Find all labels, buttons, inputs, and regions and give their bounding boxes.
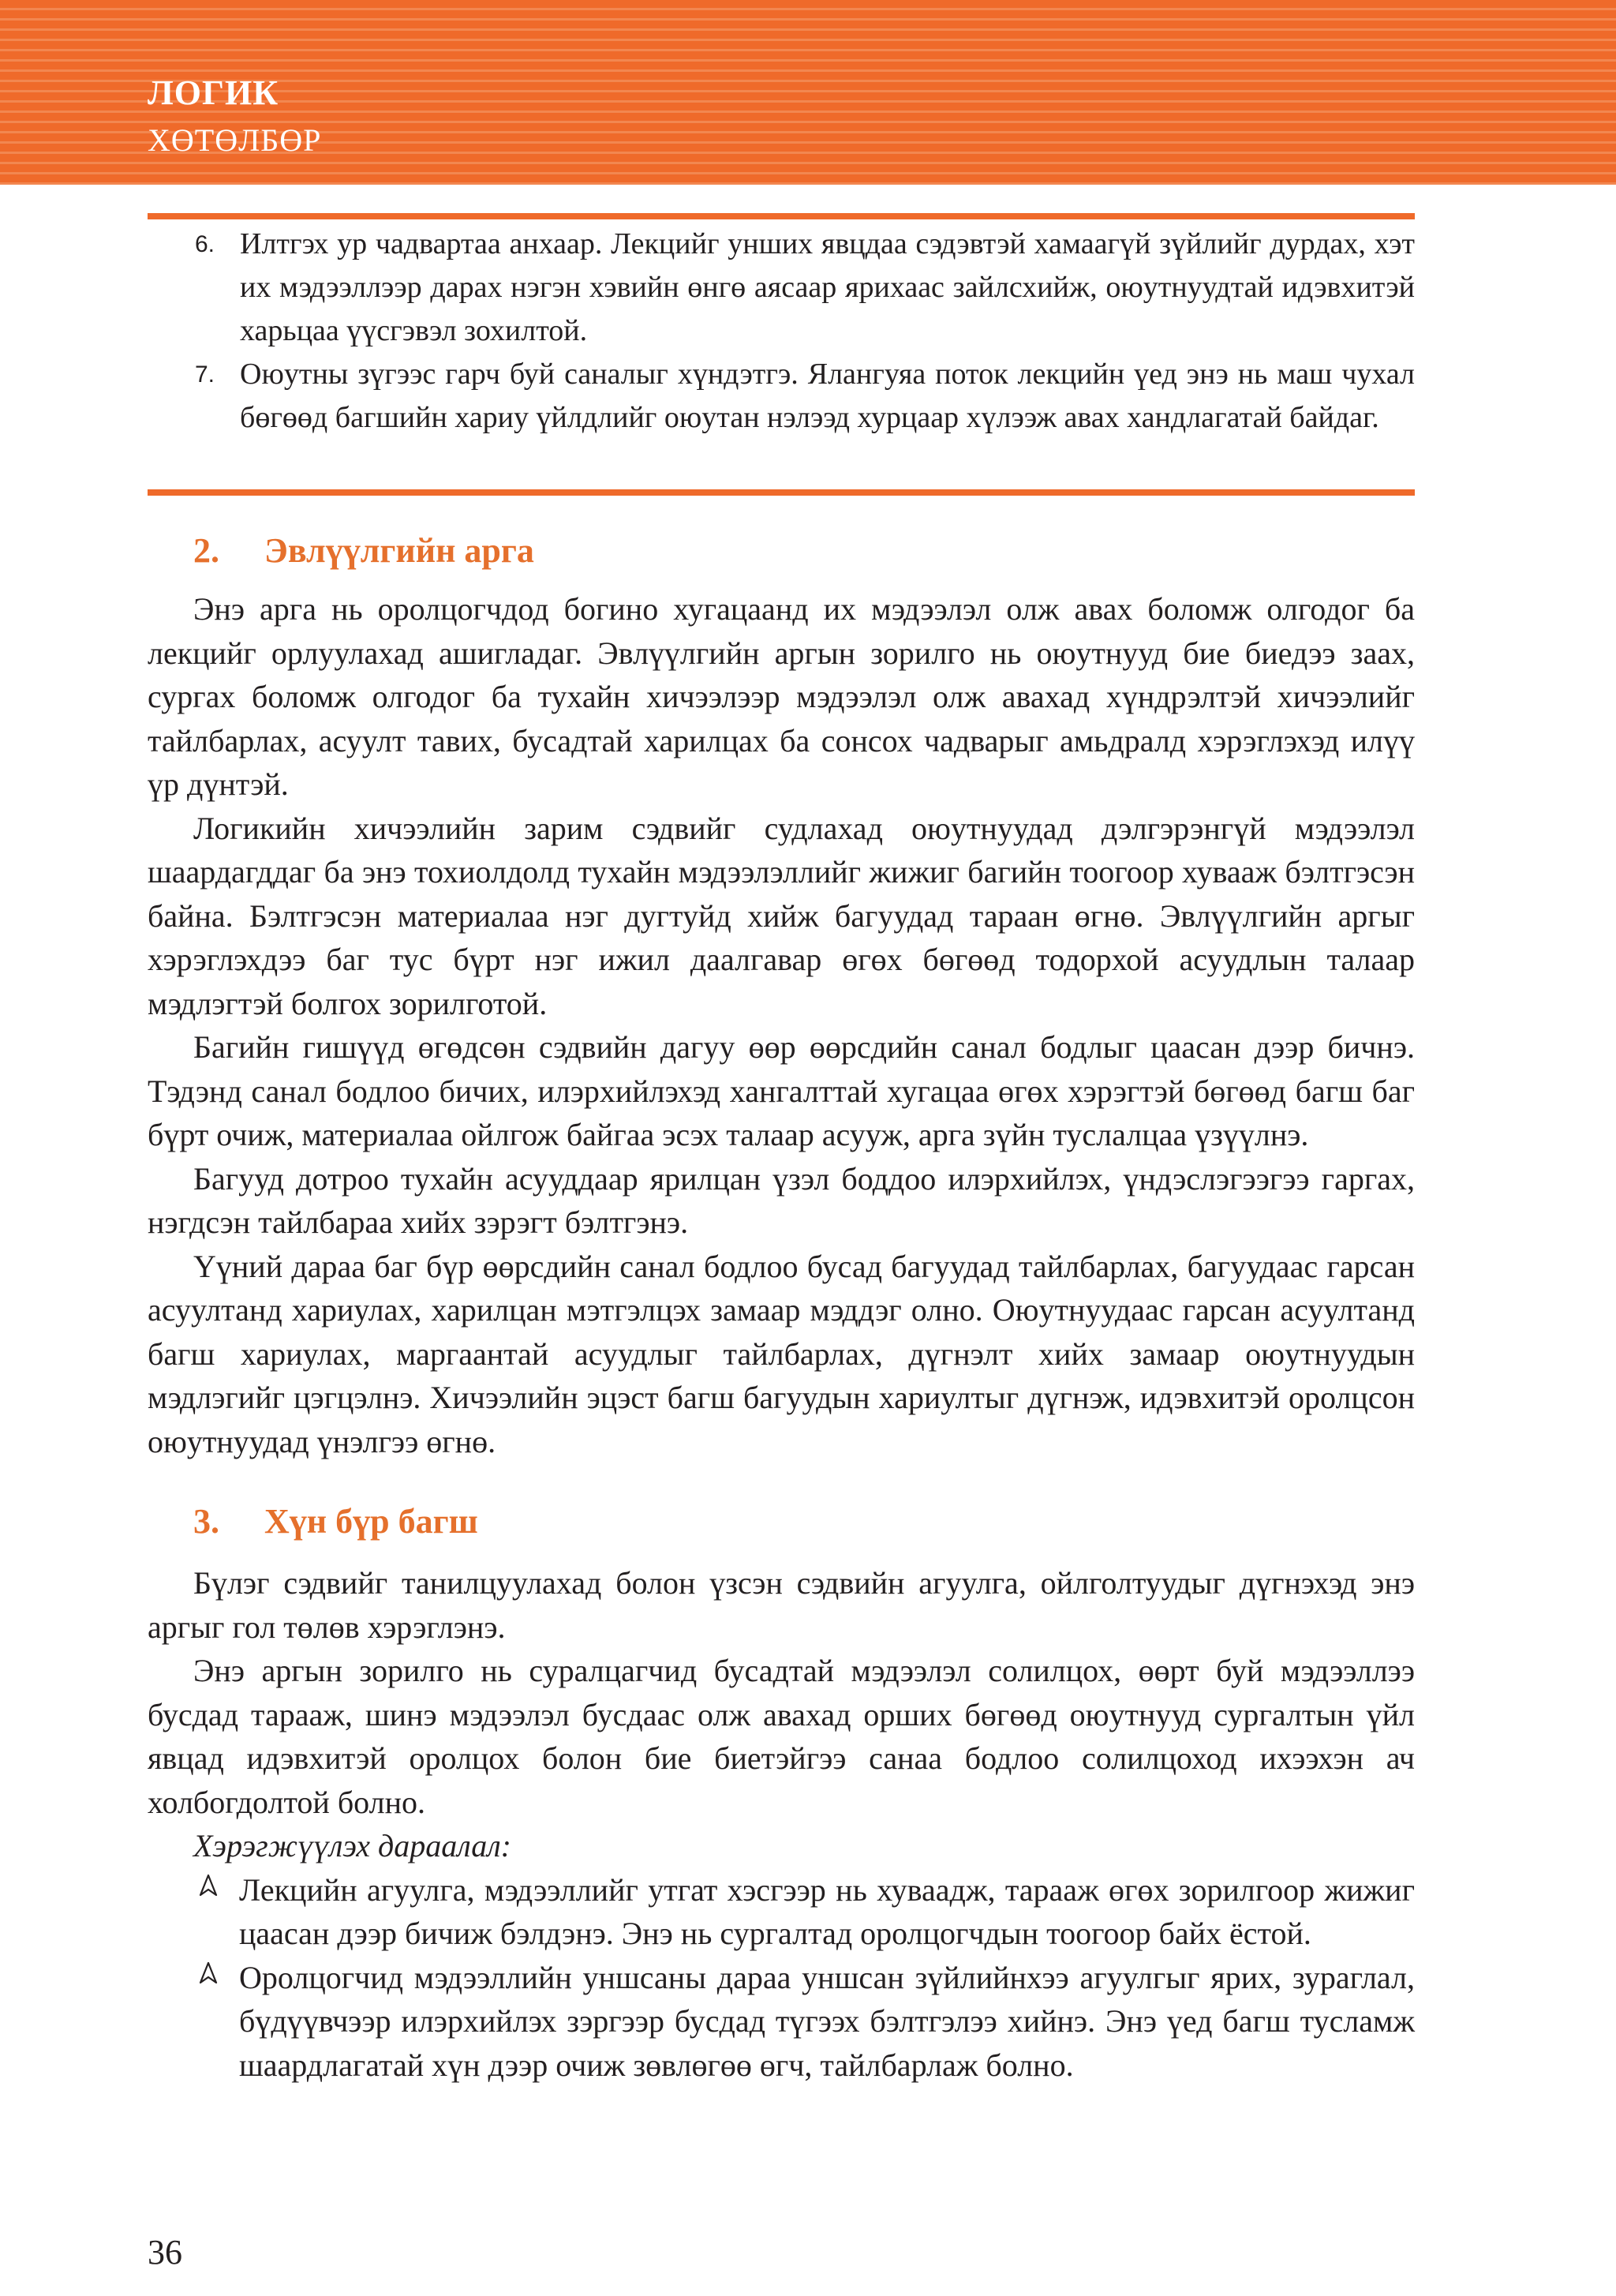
paragraph — [148, 807, 1415, 1026]
box-top-rule — [148, 213, 1415, 219]
section-title: Эвлүүлгийн арга — [264, 531, 534, 570]
section-title: Хүн бүр багш — [264, 1502, 478, 1541]
page-number: 36 — [148, 2233, 182, 2272]
tips-box — [148, 223, 1415, 440]
header-title: ЛОГИК — [148, 73, 279, 112]
section-heading — [193, 531, 534, 570]
list-item-number: 6. — [195, 231, 215, 257]
section-3-body — [148, 1561, 1415, 2087]
paragraph — [148, 1561, 1415, 1649]
list-item-number: 7. — [195, 361, 215, 388]
paragraph — [148, 1649, 1415, 1824]
section-number: 2. — [193, 531, 219, 570]
list-item-text: Илтгэх ур чадвартаа анхаар. Лекцийг унших явцдаа сэдэвтэй хамаагүй зүйлийг дурдах, хэт их мэдээллээр дарах нэгэн хэвийн өнгө аясаар ярихаас зайлсхийж, оюутнуудтай идэвхитэй харьцаа үүсгэвэл зохилтой. — [240, 227, 1415, 347]
paragraph-text: Логикийн хичээлийн зарим сэдвийг судлахад оюутнуудад дэлгэрэнгүй мэдээлэл шаардагддаг ба энэ тохиолдолд тухайн мэдээлэллийг жижиг багийн тоогоор хувааж бэлтгэсэн байна. Бэлтгэсэн материалаа нэг дугтуйд хийж багуудад тараан өгнө. Эвлүүлгийн аргыг хэрэглэхдээ баг тус бүрт нэг ижил даалгавар өгөх бөгөөд тодорхой асуудлын талаар мэдлэгтэй болгох зорилготой. — [148, 810, 1415, 1021]
header-subtitle: ХӨТӨЛБӨР — [148, 122, 322, 158]
list-item — [148, 353, 1415, 440]
paragraph-text: Багийн гишүүд өгөдсөн сэдвийн дагуу өөр өөрсдийн санал бодлыг цаасан дээр бичнэ. Тэдэнд санал бодлоо бичих, илэрхийлэхэд хангалттай хугацаа өгөх хэрэгтэй бөгөөд багш баг бүрт очиж, материалаа ойлгож байгаа эсэх талаар асууж, арга зүйн туслалцаа үзүүлнэ. — [148, 1029, 1415, 1152]
list-item — [148, 223, 1415, 353]
arrowhead-bullet-icon — [196, 1874, 220, 1897]
list-item — [193, 1956, 1415, 2088]
steps-label: Хэрэгжүүлэх дараалал: — [193, 1828, 511, 1863]
paragraph — [148, 1157, 1415, 1245]
section-heading — [193, 1504, 478, 1539]
list-item — [193, 1868, 1415, 1956]
paragraph-text: Бүлэг сэдвийг танилцуулахад болон үзсэн сэдвийн агуулга, ойлголтуудыг дүгнэхэд энэ аргыг гол төлөв хэрэглэнэ. — [148, 1565, 1415, 1645]
list-item-text: Оюутны зүгээс гарч буй саналыг хүндэтгэ. Ялангуяа поток лекцийн үед энэ нь маш чухал бөгөөд багшийн хариу үйлдлийг оюутан нэлээд хурцаар хүлээж авах хандлагатай байдаг. — [240, 358, 1415, 434]
section-2-body — [148, 587, 1415, 1463]
paragraph-text: Үүний дараа баг бүр өөрсдийн санал бодлоо бусад багуудад тайлбарлах, багуудаас гарсан асуултанд хариулах, харилцан мэтгэлцэх замаар мэддэг олно. Оюутнуудаас гарсан асуултанд багш хариулах, маргаантай асуудлыг тайлбарлах, дүгнэлт хийх замаар оюутнуудын мэдлэгийг цэгцэлнэ. Хичээлийн эцэст багш багуудын хариултыг дүгнэж, идэвхитэй оролцсон оюутнуудад үнэлгээ өгнө. — [148, 1248, 1415, 1459]
paragraph — [148, 1245, 1415, 1464]
box-bottom-rule — [148, 489, 1415, 496]
bullet-text: Оролцогчид мэдээллийн уншсаны дараа уншсан зүйлийнхээ агуулгыг ярих, зураглал, бүдүүвчээр илэрхийлэх зэргээр бусдад түгээх бэлтгэлээ хийнэ. Энэ үед багш тусламж шаардлагатай хүн дээр очиж зөвлөгөө өгч, тайлбарлаж болно. — [239, 1959, 1415, 2083]
arrowhead-bullet-icon — [196, 1961, 220, 1985]
paragraph-text: Энэ арга нь оролцогчдод богино хугацаанд их мэдээлэл олж авах боломж олгодог ба лекцийг орлуулахад ашигладаг. Эвлүүлгийн аргын зорилго нь оюутнууд бие биедээ заах, сургах боломж олгодог ба тухайн хичээлээр мэдээлэл олж авахад хүндрэлтэй хичээлийг тайлбарлах, асуулт тавих, бусадтай харилцах ба сонсох чадварыг амьдралд хэрэглэхэд илүү үр дүнтэй. — [148, 591, 1415, 802]
bullet-text: Лекцийн агуулга, мэдээллийг утгат хэсгээр нь хуваадж, тарааж өгөх зорилгоор жижиг цаасан дээр бичиж бэлдэнэ. Энэ нь сургалтад оролцогчдын тоогоор байх ёстой. — [239, 1871, 1415, 1951]
paragraph — [148, 1025, 1415, 1157]
paragraph — [148, 587, 1415, 807]
paragraph-text: Энэ аргын зорилго нь суралцагчид бусадтай мэдээлэл солилцох, өөрт буй мэдээллээ бусдад тарааж, шинэ мэдээлэл бусдаас олж авахад орших бөгөөд оюутнууд сургалтын үйл явцад идэвхитэй оролцох болон бие биетэйгээ санаа бодлоо солилцоход ихээхэн ач холбогдолтой болно. — [148, 1653, 1415, 1820]
paragraph-text: Багууд дотроо тухайн асууддаар ярилцан үзэл боддоо илэрхийлэх, үндэслэгээгээ гаргах, нэгдсэн тайлбараа хийх зэрэгт бэлтгэнэ. — [148, 1160, 1415, 1240]
section-number: 3. — [193, 1502, 219, 1541]
